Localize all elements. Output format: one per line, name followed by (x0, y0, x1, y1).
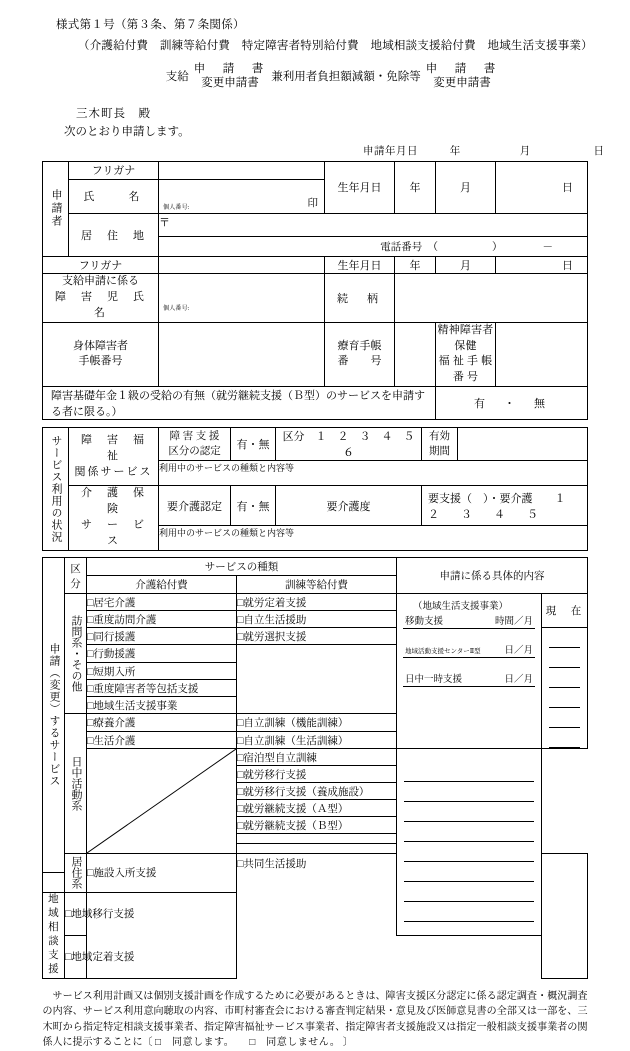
mental-cert-input[interactable] (496, 322, 588, 387)
checkbox-seikatsu-kaigo[interactable] (87, 732, 237, 749)
child-name-input[interactable] (159, 273, 325, 322)
checkbox-icon: □ (87, 735, 94, 747)
application-date-label: 申請年月日 (363, 145, 418, 157)
checkbox-icon: □ (237, 786, 244, 798)
welfare-certification-yesno[interactable]: 有・無 (231, 428, 276, 461)
child-furigana-input[interactable] (159, 256, 325, 273)
group-label-soudan: 地域相談支援 (48, 893, 59, 976)
now-line (549, 628, 580, 648)
checkbox-jiritsu-kuren-kino[interactable] (237, 714, 397, 732)
service-label: 療養介護 (93, 718, 136, 730)
checkbox-icon: □ (237, 820, 244, 832)
checkbox-icon: □ (237, 614, 244, 626)
detail-row-center[interactable] (403, 642, 535, 658)
soudan-kunren-empty (87, 892, 237, 978)
checkbox-icon: □ (237, 735, 244, 747)
services-section-label-cell (43, 558, 65, 873)
division-header-line1: 区 (70, 563, 81, 575)
postal-mark-icon: 〒 (159, 216, 170, 229)
group-label-kyoju-cell (65, 854, 87, 893)
now-line (404, 882, 534, 902)
detail-row-unit: 日／月 (504, 675, 533, 686)
care-degree-values[interactable]: 要支援（ ）・要介護 １ ２ ３ ４ ５ (422, 486, 588, 526)
service-label: 短期入所 (93, 666, 136, 678)
phone-close-paren: ） (492, 241, 503, 253)
welfare-service-label (69, 428, 159, 486)
services-table (42, 557, 588, 979)
group-label-houmon: 訪問系・その他 (70, 615, 82, 693)
welfare-certification-row (43, 428, 588, 461)
checkbox-shuro-iko-yosei[interactable] (237, 783, 397, 800)
applicant-furigana-row (43, 161, 588, 179)
phone-label: 電話番号 （ (380, 241, 438, 253)
addressee: 三木町長 殿 (76, 107, 151, 120)
checkbox-shukuhaku-jiritsu[interactable] (237, 749, 397, 766)
care-certification-label: 要介護認定 (159, 486, 231, 526)
checkbox-kodo-engo[interactable] (87, 645, 237, 663)
welfare-detail-input[interactable]: 利用中のサービスの種類と内容等 (159, 461, 588, 486)
checkbox-jiritsu-kuren-seikatsu[interactable] (237, 732, 397, 749)
detail-row-label: 日中一時支援 (405, 675, 463, 686)
service-label: 共同生活援助 (243, 858, 307, 870)
care-certification-yesno[interactable]: 有・無 (231, 486, 276, 526)
detail-row-nicchu[interactable] (403, 671, 535, 687)
now-column-header: 現 在 (542, 594, 588, 628)
form-header (0, 0, 630, 158)
detail-row-label: 地域活動支援センターⅡ型 (405, 648, 481, 656)
consent-agree-checkbox[interactable]: □ 同意します。 (155, 1037, 235, 1049)
service-label: 行動援護 (93, 649, 136, 661)
services-section-label: 申請（変更）するサービス (48, 642, 60, 787)
diagonal-strike-cell (87, 749, 237, 854)
application-date-year: 年 (449, 145, 461, 157)
pension-question: 障害基礎年金１級の受給の有無（就労継続支援（Ｂ型）のサービスを申請する者に限る。） (43, 387, 436, 420)
service-label: 地域生活支援事業 (93, 700, 178, 712)
usage-status-table (42, 427, 588, 551)
footer-note-text: サービス利用計画又は個別支援計画を作成するために必要があるときは、障害支援区分認定に係る認定調査・概況調査の内容、サービス利用意向聴取の内容、市町村審査会における審査判定結果・意見及び医師意見書の全部又は一部を、三木町から指定特定相談支援事業者、指定障害福祉サービス事業者、指定障害者支援施設又は指定一般相談支援事業者の関係人に提示することに〔 (42, 990, 588, 1049)
applicant-birth-label: 生年月日 (325, 161, 395, 213)
service-label: 同行援護 (93, 631, 136, 643)
consent-disagree-checkbox[interactable]: □ 同意しません。 (249, 1037, 341, 1049)
title-application: 申 請 書 (193, 63, 267, 75)
child-relation-input[interactable] (395, 273, 588, 322)
checkbox-icon: □ (237, 597, 244, 609)
kaigo-column-header: 介護給付費 (87, 576, 237, 594)
ryoiku-cert-label (325, 322, 395, 387)
now-line (549, 708, 580, 728)
detail-panel-cell (397, 594, 542, 749)
application-date-month: 月 (519, 145, 531, 157)
care-certification-row (43, 486, 588, 526)
phone-dash: － (542, 241, 553, 253)
form-number: 様式第１号（第３条、第７条関係） (56, 19, 245, 31)
checkbox-icon: □ (87, 597, 94, 609)
care-service-line1: 介 護 保 険 (81, 487, 159, 516)
service-label: 就労移行支援 (243, 769, 307, 781)
now-line (549, 728, 580, 748)
detail-row-unit: 日／月 (504, 646, 533, 657)
checkbox-icon: □ (65, 909, 72, 921)
child-birth-label: 生年月日 (325, 256, 395, 273)
service-label: 自立訓練（機能訓練） (243, 718, 349, 730)
service-label: 地域移行支援 (71, 909, 135, 921)
form-categories: （介護給付費 訓練等給付費 特定障害者特別給付費 地域相談支援給付費 地域生活支援事業） (78, 40, 593, 52)
seal-icon: 印 (307, 197, 318, 209)
certificates-row (43, 322, 588, 387)
checkbox-chiiki-teichaku[interactable] (65, 935, 135, 978)
now-column-cell[interactable] (542, 628, 588, 749)
group-label-soudan-cell (43, 892, 65, 978)
child-mynumber-label: 個人番号: (163, 305, 190, 312)
now-column-cell-lower[interactable] (397, 749, 542, 936)
applicant-section-label-cell (43, 161, 69, 256)
physical-cert-input[interactable] (159, 322, 325, 387)
service-label: 自立訓練（生活訓練） (243, 735, 349, 747)
footer-note (41, 989, 590, 1051)
service-label: 重度障害者等包括支援 (93, 683, 199, 695)
detail-panel (397, 594, 541, 691)
group-label-nicchu-cell (65, 714, 87, 854)
checkbox-icon: □ (237, 718, 244, 730)
now-line (549, 668, 580, 688)
checkbox-icon: □ (87, 718, 94, 730)
child-furigana-label: フリガナ (43, 256, 159, 273)
division-header (65, 558, 87, 594)
welfare-certification-line1: 障 害 支 援 (169, 431, 220, 443)
applicant-furigana-input[interactable] (159, 161, 325, 179)
usage-status-label-cell (43, 428, 69, 551)
now-line (549, 648, 580, 668)
child-birth-month[interactable]: 月 (436, 256, 496, 273)
child-birth-day[interactable]: 日 (496, 256, 588, 273)
checkbox-shuro-keizoku-b[interactable] (237, 817, 397, 834)
nicchu-filler-2 (237, 844, 397, 854)
applicant-address-row (43, 213, 588, 236)
checkbox-jiritsu-seikatsu-enjo[interactable] (237, 611, 397, 628)
child-name-label-line2: 障 害 児 氏 名 (55, 290, 159, 319)
physical-cert-label (43, 322, 159, 387)
checkbox-tanki-nyusho[interactable] (87, 663, 237, 680)
care-service-label (69, 486, 159, 551)
ryoiku-cert-line2: 番 号 (337, 355, 382, 368)
welfare-certification-line2: 区分の認定 (168, 446, 221, 458)
checkbox-shuro-iko[interactable] (237, 766, 397, 783)
checkbox-icon: □ (237, 752, 244, 764)
checkbox-icon: □ (65, 952, 72, 964)
now-line (404, 782, 534, 802)
service-label: 就労継続支援（Ａ型） (243, 803, 349, 815)
nicchu-filler-1 (237, 834, 397, 844)
checkbox-chiiki-seikatsu-shien[interactable] (87, 697, 237, 714)
welfare-validity-line2: 期間 (429, 446, 450, 458)
child-name-label (43, 273, 159, 322)
now-line (404, 762, 534, 782)
lead-text: 次のとおり申請します。 (64, 125, 190, 138)
applicant-mynumber-label: 個人番号: (163, 204, 190, 211)
welfare-service-line1: 障 害 福 祉 (81, 433, 159, 462)
checkbox-icon: □ (237, 858, 244, 870)
service-label: 自立生活援助 (243, 614, 307, 626)
detail-row-ido[interactable] (403, 613, 535, 629)
ryoiku-cert-line1: 療育手帳 (337, 339, 382, 352)
checkbox-judo-homon[interactable] (87, 611, 237, 628)
title-change-application: 変更申請書 (201, 77, 259, 90)
now-line (404, 802, 534, 822)
applicant-section-label: 申請者 (50, 189, 62, 229)
service-label: 就労継続支援（Ｂ型） (243, 820, 349, 832)
kunren-column-header: 訓練等給付費 (237, 576, 397, 594)
service-label: 施設入所支援 (93, 868, 157, 880)
usage-status-label: サービス利用の状況 (50, 435, 62, 544)
application-date-row (56, 143, 608, 158)
checkbox-chiiki-iko[interactable] (65, 892, 135, 935)
detail-empty-lower (542, 854, 588, 979)
table-row (43, 749, 588, 766)
detail-panel-title: （地域生活支援事業） (413, 602, 509, 613)
title-change-application-2: 変更申請書 (433, 77, 491, 90)
now-line (404, 842, 534, 862)
detail-row-label: 移動支援 (405, 617, 444, 628)
group-label-houmon-cell (65, 594, 87, 714)
service-label: 就労定着支援 (243, 597, 307, 609)
pension-options[interactable]: 有 ・ 無 (436, 387, 588, 420)
child-birth-year[interactable]: 年 (395, 256, 436, 273)
service-type-header: サービスの種類 (87, 558, 397, 576)
now-line (404, 902, 534, 922)
kyoju-kunren-filler (43, 872, 65, 892)
checkbox-shuro-sentaku[interactable] (237, 628, 397, 645)
form-title (56, 62, 608, 91)
checkbox-ryoyo-kaigo[interactable] (87, 714, 237, 732)
checkbox-shisetsu-nyusho[interactable] (87, 854, 237, 893)
mental-cert-label (436, 322, 496, 387)
group-label-nicchu: 日中活動系 (70, 756, 82, 812)
welfare-certification-label (159, 428, 231, 461)
checkbox-shuro-teichaku[interactable] (237, 594, 397, 611)
pension-row (43, 387, 588, 420)
checkbox-icon: □ (237, 803, 244, 815)
kunren-empty-houmon (237, 645, 397, 714)
checkbox-doko-engo[interactable] (87, 628, 237, 645)
physical-cert-line2: 手帳番号 (78, 355, 123, 368)
title-stack-application (194, 62, 267, 91)
checkbox-icon: □ (87, 868, 94, 880)
child-name-label-line1: 支給申請に係る (62, 274, 139, 287)
services-header-row-1 (43, 558, 588, 576)
service-label: 宿泊型自立訓練 (243, 752, 317, 764)
checkbox-icon: □ (87, 683, 94, 695)
service-label: 生活介護 (93, 735, 136, 747)
welfare-validity-input[interactable] (458, 428, 588, 461)
checkbox-kyotaku-kaigo[interactable] (87, 594, 237, 611)
checkbox-icon: □ (87, 700, 94, 712)
care-service-line2: サ ー ビ ス (81, 519, 159, 548)
diagonal-line-icon (87, 749, 236, 853)
mental-cert-line2: 福 祉 手 帳 番 号 (438, 355, 493, 384)
detail-header: 申請に係る具体的内容 (397, 558, 588, 594)
service-label: 居宅介護 (93, 597, 136, 609)
checkbox-icon: □ (237, 769, 244, 781)
title-stack-application-2 (426, 62, 499, 91)
group-label-kyoju: 居住系 (70, 856, 82, 890)
care-detail-input[interactable]: 利用中のサービスの種類と内容等 (159, 526, 588, 551)
service-label: 就労選択支援 (243, 631, 307, 643)
service-label: 地域定着支援 (71, 952, 135, 964)
welfare-validity-line1: 有効 (429, 431, 450, 443)
division-header-line2: 分 (70, 578, 81, 590)
now-line (404, 822, 534, 842)
applicant-birth-year[interactable]: 年 (395, 161, 436, 213)
applicant-name-input[interactable] (159, 179, 325, 213)
applicant-furigana-label: フリガナ (69, 161, 159, 179)
checkbox-icon: □ (237, 631, 244, 643)
welfare-validity-label (422, 428, 458, 461)
child-furigana-row (43, 256, 588, 273)
now-line (549, 688, 580, 708)
service-label: 就労移行支援（養成施設） (243, 786, 370, 798)
table-row (43, 594, 588, 611)
welfare-service-line2: 関係サービス (74, 465, 153, 478)
physical-cert-line1: 身体障害者 (73, 339, 128, 352)
checkbox-kyodo-seikatsu[interactable] (237, 854, 397, 873)
mental-cert-line1: 精神障害者保健 (437, 323, 494, 352)
applicant-birth-month[interactable]: 月 (436, 161, 496, 213)
applicant-address-label: 居 住 地 (69, 213, 159, 256)
checkbox-icon: □ (87, 666, 94, 678)
checkbox-icon: □ (87, 649, 94, 661)
title-prefix: 支給 (165, 71, 189, 84)
welfare-category-levels[interactable]: 区分 １ ２ ３ ４ ５ ６ (276, 428, 422, 461)
child-name-row (43, 273, 588, 322)
checkbox-icon: □ (87, 614, 94, 626)
applicant-phone-input[interactable] (159, 236, 588, 256)
care-degree-label: 要介護度 (276, 486, 422, 526)
applicant-name-label: 氏 名 (69, 179, 159, 213)
ryoiku-cert-input[interactable] (395, 322, 436, 387)
application-date-day: 日 (593, 145, 604, 157)
applicant-table (42, 161, 588, 421)
title-application-2: 申 請 書 (425, 63, 499, 75)
checkbox-judo-hokatsu[interactable] (87, 680, 237, 697)
detail-row-unit: 時間／月 (494, 617, 533, 628)
child-relation-label: 続 柄 (325, 273, 395, 322)
applicant-address-input[interactable] (159, 213, 588, 236)
now-line (404, 862, 534, 882)
service-label: 重度訪問介護 (93, 614, 157, 626)
applicant-birth-day[interactable]: 日 (496, 161, 588, 213)
checkbox-shuro-keizoku-a[interactable] (237, 800, 397, 817)
title-middle: 兼利用者負担額減額・免除等 (271, 71, 421, 84)
checkbox-icon: □ (87, 631, 94, 643)
footer-note-close: 〕 (342, 1037, 353, 1049)
